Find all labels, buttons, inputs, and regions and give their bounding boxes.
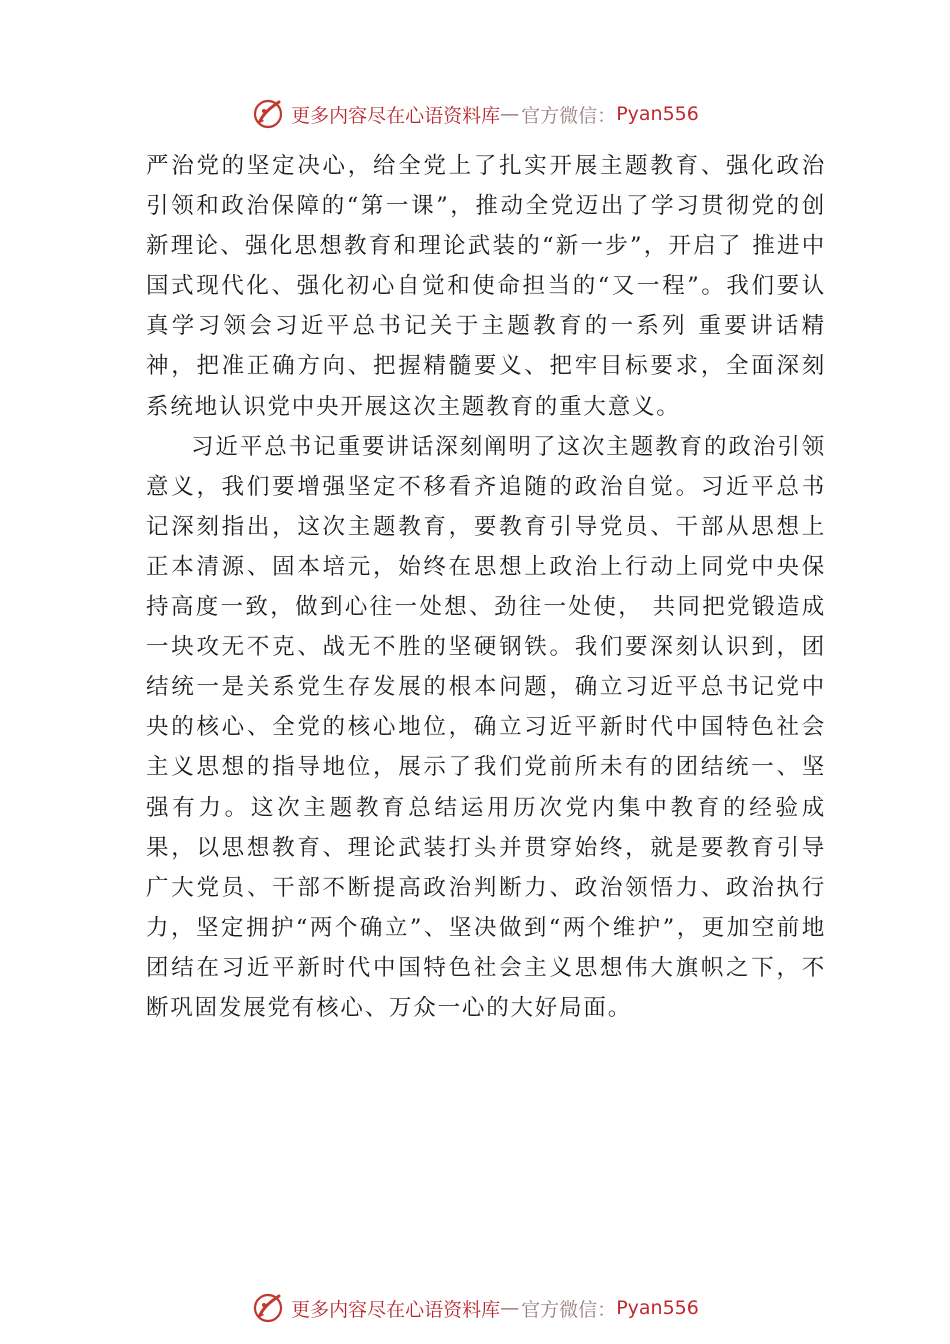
watermark-wechat-id: Pyan556 bbox=[616, 103, 699, 125]
document-body bbox=[146, 146, 826, 1028]
watermark-wechat-label: 官方微信： bbox=[521, 104, 617, 127]
watermark-wechat-id: Pyan556 bbox=[616, 1297, 699, 1319]
watermark-wechat-label: 官方微信： bbox=[521, 1298, 617, 1321]
header-watermark bbox=[0, 94, 950, 134]
footer-watermark bbox=[0, 1288, 950, 1328]
watermark-text: 更多内容尽在心语资料库 bbox=[291, 104, 501, 127]
brush-logo-icon bbox=[251, 1291, 285, 1325]
paragraph-2: 习近平总书记重要讲话深刻阐明了这次主题教育的政治引领意义，我们要增强坚定不移看齐追随的政治自觉。习近平总书记深刻指出，这次主题教育，要教育引导党员、干部从思想上正本清源、固本培元，始终在思想上政治上行动上同党中央保持高度一致，做到心往一处想、劲往一处使， 共同把党锻造成一块攻无不克、战无不胜的坚硬钢铁。我们要深刻认识到，团结统一是关系党生存发展的根本问题，确立习近平总书记党中央的核心、全党的核心地位，确立习近平新时代中国特色社会主义思想的指导地位，展示了我们党前所未有的团结统一、坚强有力。这次主题教育总结运用历次党内集中教育的经验成果，以思想教育、理论武装打头并贯穿始终，就是要教育引导广大党员、干部不断提高政治判断力、政治领悟力、政治执行力，坚定拥护“两个确立”、坚决做到“两个维护”，更加空前地团结在习近平新时代中国特色社会主义思想伟大旗帜之下，不断巩固发展党有核心、万众一心的大好局面。 bbox=[146, 433, 826, 1021]
paragraph-1: 严治党的坚定决心，给全党上了扎实开展主题教育、强化政治引领和政治保障的“第一课”，推动全党迈出了学习贯彻党的创新理论、强化思想教育和理论武装的“新一步”，开启了 推进中国式现代化、强化初心自觉和使命担当的“又一程”。我们要认真学习领会习近平总书记关于主题教育的一系列 重要讲话精神，把准正确方向、把握精髓要义、把牢目标要求，全面深刻系统地认识党中央开展这次主题教育的重大意义。 bbox=[146, 153, 826, 420]
watermark-text: 更多内容尽在心语资料库 bbox=[291, 1298, 501, 1321]
watermark-dash: — bbox=[500, 1297, 520, 1319]
brush-logo-icon bbox=[251, 97, 285, 131]
watermark-dash: — bbox=[500, 103, 520, 125]
